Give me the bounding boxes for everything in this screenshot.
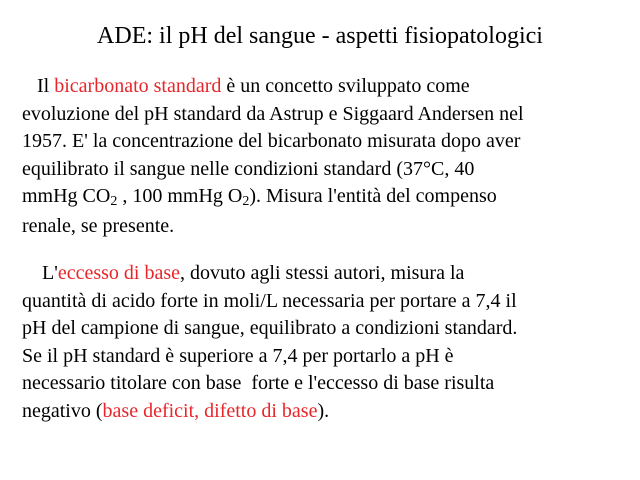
text-run: L' (22, 262, 58, 284)
paragraph-line: evoluzione del pH standard da Astrup e Siggaard Andersen nel (22, 102, 524, 125)
paragraph-standard-bicarbonate (22, 73, 622, 240)
highlighted-term-base-deficit: base deficit, difetto di base (102, 399, 318, 422)
subscript: 2 (242, 194, 250, 209)
paragraph-line (22, 260, 622, 288)
highlighted-term-eccesso-di-base: eccesso di base (57, 262, 180, 284)
paragraph-line (22, 183, 622, 213)
paragraph-line (22, 398, 622, 426)
text-run: negativo ( (22, 399, 103, 422)
subscript: 2 (110, 194, 118, 209)
text-run: mmHg CO (22, 185, 111, 207)
paragraph-line: pH del campione di sangue, equilibrato a condizioni standard. (22, 317, 518, 339)
slide-title: ADE: il pH del sangue - aspetti fisiopatologici (97, 23, 543, 49)
text-run: , 100 mmHg O (117, 185, 243, 207)
paragraph-line (22, 73, 622, 101)
text-run: ). (317, 399, 330, 422)
text-run: Il (22, 75, 55, 97)
text-run: , dovuto agli stessi autori, misura la (180, 262, 465, 284)
text-run: ). Misura l'entità del compenso (249, 185, 497, 207)
paragraph-line: necessario titolare con base forte e l'eccesso di base risulta (22, 372, 495, 394)
paragraph-line: 1957. E' la concentrazione del bicarbonato misurata dopo aver (22, 130, 521, 152)
paragraph-line: Se il pH standard è superiore a 7,4 per portarlo a pH è (22, 344, 454, 367)
highlighted-term-bicarbonato-standard: bicarbonato standard (54, 75, 222, 97)
text-run: è un concetto sviluppato come (221, 75, 470, 97)
paragraph-line: equilibrato il sangue nelle condizioni standard (37°C, 40 (22, 157, 475, 180)
paragraph-line: quantità di acido forte in moli/L necessaria per portare a 7,4 il (22, 289, 517, 312)
paragraph-base-excess (22, 260, 622, 425)
paragraph-line: renale, se presente. (22, 214, 175, 237)
